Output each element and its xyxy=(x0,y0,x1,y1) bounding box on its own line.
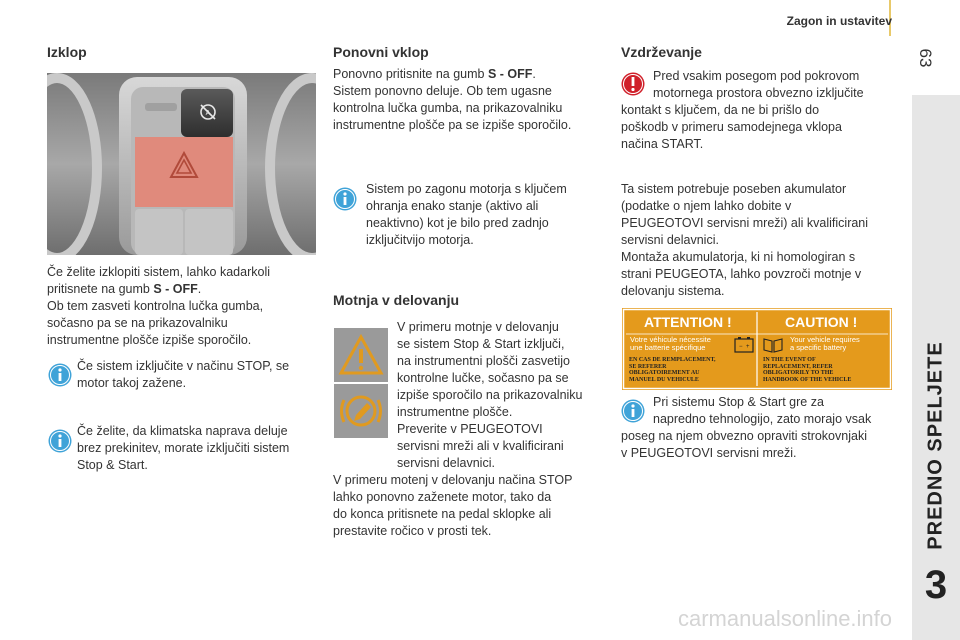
svg-text:A: A xyxy=(205,110,211,117)
label-right-caps: IN THE EVENT OF REPLACEMENT, REFER OBLIGATORILY TO THE HANDBOOK OF THE VEHICLE xyxy=(763,357,852,383)
stop-start-off-icon xyxy=(197,101,219,123)
maintenance-warning-a: Pred vsakim posegom pod pokrovom motornega prostora obvezno izključite xyxy=(653,69,864,100)
label-left-sub: Votre véhicule nécessite une batterie spécifique xyxy=(630,335,711,352)
watermark: carmanualsonline.info xyxy=(678,606,893,631)
svg-text:+: + xyxy=(746,344,750,350)
battery-caution-label xyxy=(622,308,892,390)
label-left-title: ATTENTION ! xyxy=(644,314,732,330)
page-number: 63 xyxy=(916,48,935,68)
warning-icon xyxy=(334,328,388,382)
malfunction-paragraph-a: V primeru motnje v delovanju se sistem Stop & Start izključi, na instrumentni plošči zasvetijo kontrolne lučke, sočasno pa se izpiše sporočilo na prikazovalniku instrumentne plošče. Preverite v PEUGEOTOVI servisni mreži ali v kvalificirani servisni delavnici. xyxy=(397,320,583,470)
label-left-caps: EN CAS DE REMPLACEMENT, SE REFERER OBLIGATOIREMENT AU MANUEL DU VEHICULE xyxy=(629,357,716,383)
note-key-start-state: Sistem po zagonu motorja s ključem ohranja enako stanje (aktivo ali neaktivno) kot je bilo pred zadnjo izključitvijo motorja. xyxy=(366,182,567,247)
heading-ponovni-vklop: Ponovni vklop xyxy=(333,44,429,60)
heading-vzdrzevanje: Vzdrževanje xyxy=(621,44,702,60)
note-stop-mode: Če sistem izključite v načinu STOP, se motor takoj zažene. xyxy=(77,359,290,390)
section-title: Zagon in ustavitev xyxy=(786,14,892,28)
stop-start-button-photo xyxy=(47,73,316,255)
heading-motnja: Motnja v delovanju xyxy=(333,292,460,308)
label-right-title: CAUTION ! xyxy=(785,314,858,330)
chapter-label: PREDNO SPELJETE xyxy=(924,341,947,550)
izklop-paragraph: Če želite izklopiti sistem, lahko kadarkoli pritisnete na gumb S - OFF. Ob tem zasveti kontrolna lučka gumba, sočasno pa se na prikazovalniku instrumentne plošče izpiše sporočilo. xyxy=(47,265,271,347)
ponovni-vklop-paragraph: Ponovno pritisnite na gumb S - OFF. Sistem ponovno deluje. Ob tem ugasne kontrolna lučka gumba, na prikazovalniku instrumentne plošče pa se izpiše sporočilo. xyxy=(333,67,572,132)
battery-paragraph: Ta sistem potrebuje poseben akumulator (podatke o njem lahko dobite v PEUGEOTOVI servisni mreži) ali kvalificirani servisni delavnici. Montaža akumulatorja, ki ni homologiran s strani PEUGEOTA, lahko povzroči motnje v delovanju sistema. xyxy=(621,182,869,298)
label-right-sub: Your vehicle requires a specific battery xyxy=(790,335,860,352)
manual-icon xyxy=(762,336,784,354)
chapter-number: 3 xyxy=(924,563,948,607)
heading-izklop: Izklop xyxy=(47,44,87,60)
note-air-conditioning: Če želite, da klimatska naprava deluje brez prekinitev, morate izključiti sistem Stop & Start. xyxy=(77,424,290,472)
info-icon xyxy=(621,399,645,423)
hazard-triangle-icon xyxy=(169,151,199,179)
info-icon xyxy=(333,187,357,211)
warning-light-tile xyxy=(334,328,388,382)
warning-icon xyxy=(621,72,645,96)
note-advanced-tech-a: Pri sistemu Stop & Start gre za napredno tehnologijo, zato morajo vsak xyxy=(653,395,872,426)
info-icon xyxy=(48,363,72,387)
service-warning-icon xyxy=(334,384,388,438)
info-icon xyxy=(48,429,72,453)
maintenance-warning-b: kontakt s ključem, da ne bi prišlo do poškodb v primeru samodejnega vklopa načina START. xyxy=(621,103,842,151)
battery-icon xyxy=(734,336,754,354)
service-light-tile xyxy=(334,384,388,438)
note-advanced-tech-b: poseg na njem obvezno opraviti strokovnjaki v PEUGEOTOVI servisni mreži. xyxy=(621,429,867,460)
malfunction-paragraph-b: V primeru motenj v delovanju načina STOP lahko ponovno zaženete motor, tako da do konca pritisnete na pedal sklopke ali prestavite ročico v prosti tek. xyxy=(333,473,573,538)
svg-text:−: − xyxy=(739,344,743,350)
